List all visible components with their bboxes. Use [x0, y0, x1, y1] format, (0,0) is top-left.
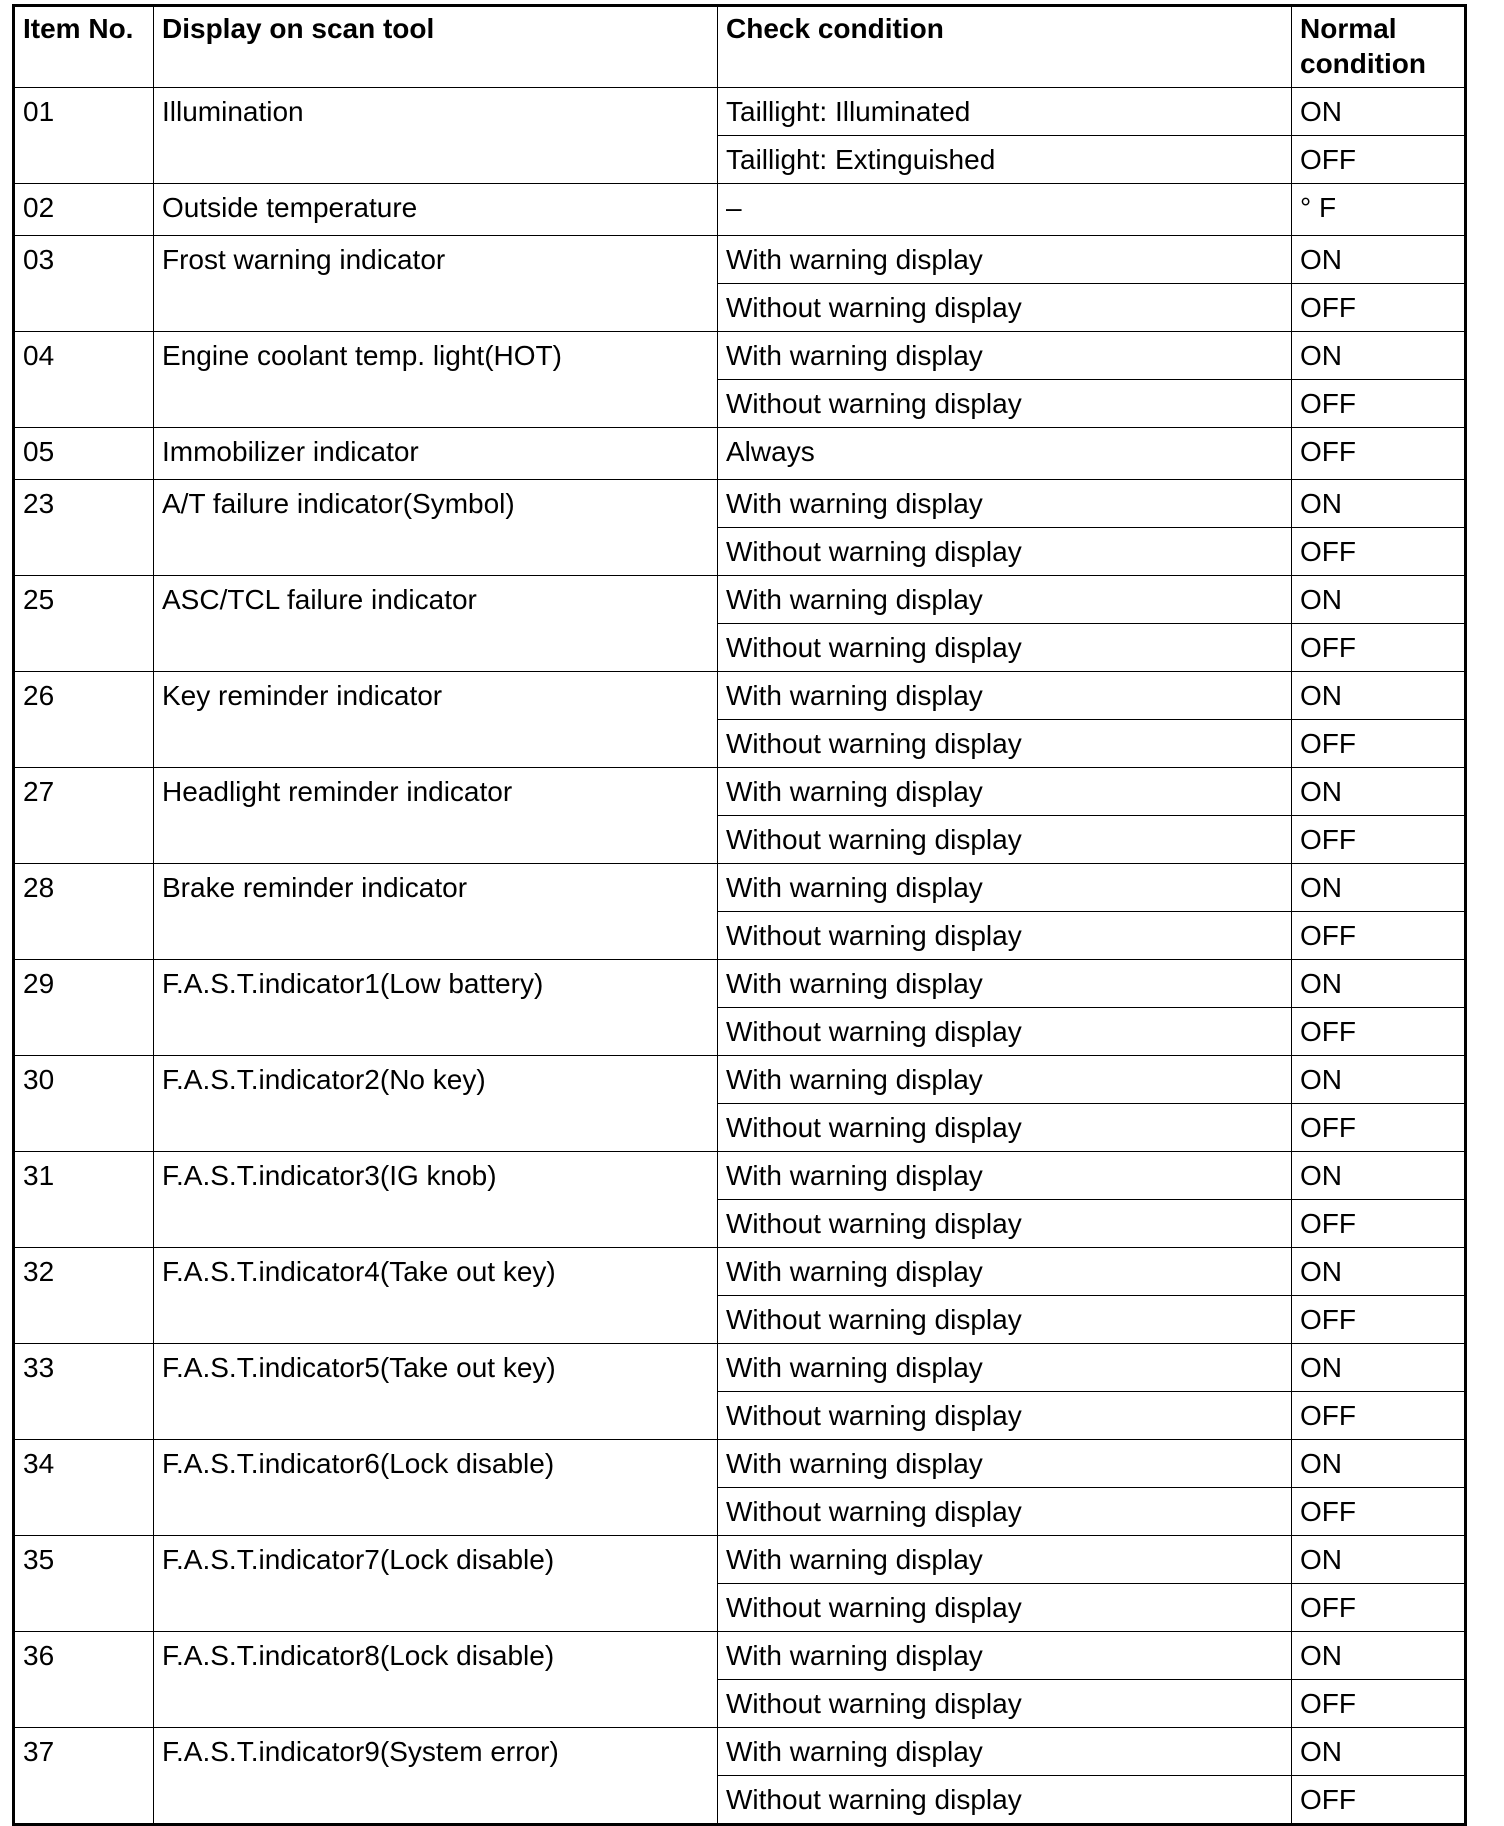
check-condition-cell: –	[718, 184, 1292, 236]
item-no-cell: 01	[14, 88, 154, 184]
check-condition-cell: Without warning display	[718, 1584, 1292, 1632]
normal-condition-cell: ON	[1292, 1248, 1466, 1296]
normal-condition-cell: ON	[1292, 88, 1466, 136]
display-name-cell: F.A.S.T.indicator9(System error)	[154, 1728, 718, 1825]
display-name-cell: Immobilizer indicator	[154, 428, 718, 480]
check-condition-cell: With warning display	[718, 864, 1292, 912]
display-name-cell: Engine coolant temp. light(HOT)	[154, 332, 718, 428]
header-item-no: Item No.	[14, 6, 154, 88]
check-condition-cell: Without warning display	[718, 1392, 1292, 1440]
check-condition-cell: Without warning display	[718, 1104, 1292, 1152]
check-condition-cell: Without warning display	[718, 816, 1292, 864]
table-row	[14, 1248, 1466, 1296]
check-condition-cell: Without warning display	[718, 624, 1292, 672]
check-condition-cell: Without warning display	[718, 1200, 1292, 1248]
item-no-cell: 29	[14, 960, 154, 1056]
check-condition-cell: With warning display	[718, 1440, 1292, 1488]
table-row	[14, 236, 1466, 284]
header-check-condition: Check condition	[718, 6, 1292, 88]
normal-condition-cell: ON	[1292, 768, 1466, 816]
table-row	[14, 332, 1466, 380]
display-name-cell: F.A.S.T.indicator8(Lock disable)	[154, 1632, 718, 1728]
normal-condition-cell: ON	[1292, 576, 1466, 624]
normal-condition-cell: OFF	[1292, 284, 1466, 332]
normal-condition-cell: OFF	[1292, 1392, 1466, 1440]
table-row	[14, 1056, 1466, 1104]
display-name-cell: Key reminder indicator	[154, 672, 718, 768]
check-condition-cell: With warning display	[718, 1728, 1292, 1776]
header-normal-condition: Normal condition	[1292, 6, 1466, 88]
display-name-cell: F.A.S.T.indicator2(No key)	[154, 1056, 718, 1152]
check-condition-cell: Without warning display	[718, 1776, 1292, 1825]
display-name-cell: Frost warning indicator	[154, 236, 718, 332]
item-no-cell: 33	[14, 1344, 154, 1440]
table-row	[14, 1536, 1466, 1584]
check-condition-cell: Without warning display	[718, 528, 1292, 576]
normal-condition-cell: OFF	[1292, 428, 1466, 480]
normal-condition-cell: OFF	[1292, 1584, 1466, 1632]
check-condition-cell: With warning display	[718, 768, 1292, 816]
check-condition-cell: Taillight: Illuminated	[718, 88, 1292, 136]
normal-condition-cell: ON	[1292, 1440, 1466, 1488]
check-condition-cell: Always	[718, 428, 1292, 480]
display-name-cell: F.A.S.T.indicator3(IG knob)	[154, 1152, 718, 1248]
table-row	[14, 1344, 1466, 1392]
normal-condition-cell: ON	[1292, 1056, 1466, 1104]
table-row	[14, 1152, 1466, 1200]
item-no-cell: 28	[14, 864, 154, 960]
normal-condition-cell: OFF	[1292, 380, 1466, 428]
table-row	[14, 1632, 1466, 1680]
normal-condition-cell: ON	[1292, 236, 1466, 284]
display-name-cell: Outside temperature	[154, 184, 718, 236]
item-no-cell: 34	[14, 1440, 154, 1536]
check-condition-cell: Without warning display	[718, 1488, 1292, 1536]
item-no-cell: 35	[14, 1536, 154, 1632]
display-name-cell: F.A.S.T.indicator1(Low battery)	[154, 960, 718, 1056]
table-row	[14, 1440, 1466, 1488]
normal-condition-cell: ON	[1292, 480, 1466, 528]
normal-condition-cell: ON	[1292, 960, 1466, 1008]
check-condition-cell: Without warning display	[718, 284, 1292, 332]
normal-condition-cell: ON	[1292, 1152, 1466, 1200]
normal-condition-cell: OFF	[1292, 624, 1466, 672]
normal-condition-cell: ON	[1292, 1344, 1466, 1392]
item-no-cell: 37	[14, 1728, 154, 1825]
table-row	[14, 184, 1466, 236]
item-no-cell: 26	[14, 672, 154, 768]
table-row	[14, 480, 1466, 528]
check-condition-cell: Without warning display	[718, 912, 1292, 960]
item-no-cell: 31	[14, 1152, 154, 1248]
item-no-cell: 25	[14, 576, 154, 672]
check-condition-cell: With warning display	[718, 1056, 1292, 1104]
display-name-cell: F.A.S.T.indicator6(Lock disable)	[154, 1440, 718, 1536]
normal-condition-cell: OFF	[1292, 1008, 1466, 1056]
header-display-on-scan-tool: Display on scan tool	[154, 6, 718, 88]
normal-condition-cell: ON	[1292, 672, 1466, 720]
item-no-cell: 02	[14, 184, 154, 236]
table-row	[14, 768, 1466, 816]
item-no-cell: 03	[14, 236, 154, 332]
check-condition-cell: Taillight: Extinguished	[718, 136, 1292, 184]
normal-condition-cell: OFF	[1292, 528, 1466, 576]
check-condition-cell: Without warning display	[718, 1008, 1292, 1056]
check-condition-cell: Without warning display	[718, 380, 1292, 428]
display-name-cell: F.A.S.T.indicator4(Take out key)	[154, 1248, 718, 1344]
header-row	[14, 6, 1466, 88]
table-header	[14, 6, 1466, 88]
check-condition-cell: With warning display	[718, 1344, 1292, 1392]
item-no-cell: 30	[14, 1056, 154, 1152]
normal-condition-cell: ON	[1292, 864, 1466, 912]
display-name-cell: Brake reminder indicator	[154, 864, 718, 960]
item-no-cell: 32	[14, 1248, 154, 1344]
normal-condition-cell: ° F	[1292, 184, 1466, 236]
table-body	[14, 88, 1466, 1825]
normal-condition-cell: OFF	[1292, 1488, 1466, 1536]
display-name-cell: ASC/TCL failure indicator	[154, 576, 718, 672]
normal-condition-cell: OFF	[1292, 912, 1466, 960]
display-name-cell: F.A.S.T.indicator7(Lock disable)	[154, 1536, 718, 1632]
check-condition-cell: With warning display	[718, 960, 1292, 1008]
normal-condition-cell: OFF	[1292, 1200, 1466, 1248]
display-name-cell: Headlight reminder indicator	[154, 768, 718, 864]
normal-condition-cell: OFF	[1292, 136, 1466, 184]
check-condition-cell: With warning display	[718, 1632, 1292, 1680]
table-row	[14, 88, 1466, 136]
item-no-cell: 04	[14, 332, 154, 428]
item-no-cell: 23	[14, 480, 154, 576]
check-condition-cell: Without warning display	[718, 720, 1292, 768]
check-condition-cell: With warning display	[718, 236, 1292, 284]
item-no-cell: 05	[14, 428, 154, 480]
table-row	[14, 960, 1466, 1008]
display-name-cell: A/T failure indicator(Symbol)	[154, 480, 718, 576]
normal-condition-cell: OFF	[1292, 1104, 1466, 1152]
display-name-cell: Illumination	[154, 88, 718, 184]
table-row	[14, 672, 1466, 720]
normal-condition-cell: ON	[1292, 332, 1466, 380]
table-row	[14, 864, 1466, 912]
normal-condition-cell: ON	[1292, 1632, 1466, 1680]
check-condition-cell: With warning display	[718, 672, 1292, 720]
check-condition-cell: With warning display	[718, 1248, 1292, 1296]
check-condition-cell: With warning display	[718, 1536, 1292, 1584]
check-condition-cell: Without warning display	[718, 1680, 1292, 1728]
normal-condition-cell: ON	[1292, 1728, 1466, 1776]
scan-tool-data-table	[12, 4, 1467, 1826]
display-name-cell: F.A.S.T.indicator5(Take out key)	[154, 1344, 718, 1440]
check-condition-cell: With warning display	[718, 480, 1292, 528]
check-condition-cell: Without warning display	[718, 1296, 1292, 1344]
table-row	[14, 576, 1466, 624]
normal-condition-cell: OFF	[1292, 816, 1466, 864]
item-no-cell: 27	[14, 768, 154, 864]
normal-condition-cell: ON	[1292, 1536, 1466, 1584]
check-condition-cell: With warning display	[718, 332, 1292, 380]
check-condition-cell: With warning display	[718, 576, 1292, 624]
check-condition-cell: With warning display	[718, 1152, 1292, 1200]
normal-condition-cell: OFF	[1292, 1296, 1466, 1344]
item-no-cell: 36	[14, 1632, 154, 1728]
normal-condition-cell: OFF	[1292, 1776, 1466, 1825]
normal-condition-cell: OFF	[1292, 1680, 1466, 1728]
normal-condition-cell: OFF	[1292, 720, 1466, 768]
table-row	[14, 1728, 1466, 1776]
table-row	[14, 428, 1466, 480]
